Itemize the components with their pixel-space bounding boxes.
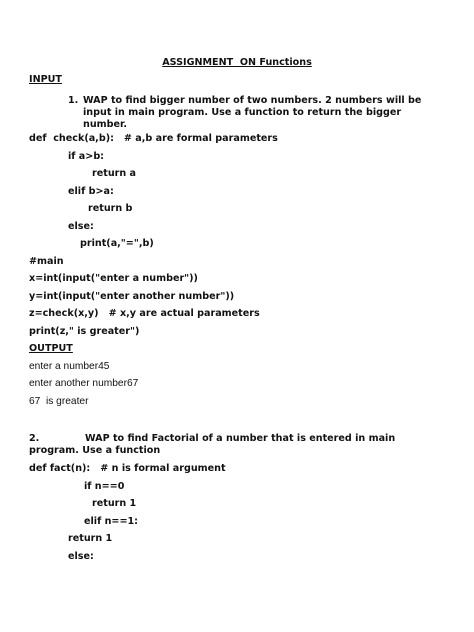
- code1-line: elif b>a:: [68, 186, 114, 197]
- item1-number: 1.: [68, 95, 79, 106]
- code1-line: return a: [92, 168, 137, 179]
- input-heading: INPUT: [29, 74, 62, 85]
- output-heading: OUTPUT: [29, 343, 73, 354]
- code2-line: elif n==1:: [84, 516, 139, 527]
- output-line: 67 is greater: [29, 396, 89, 407]
- code1-line: else:: [68, 221, 94, 232]
- code2-line: def fact(n): # n is formal argument: [29, 463, 226, 474]
- code1-line: print(a,"=",b): [80, 238, 154, 249]
- item2-text: WAP to find Factorial of a number that is entered in main program. Use a function: [29, 433, 396, 456]
- output-line: enter a number45: [29, 361, 110, 372]
- item1-text: WAP to find bigger number of two numbers. 2 numbers will be input in main program. Use a function to return the bigger number.: [83, 95, 422, 130]
- code1-line: x=int(input("enter a number")): [29, 273, 198, 284]
- code1-line: y=int(input("enter another number")): [29, 291, 235, 302]
- output-line: enter another number67: [29, 378, 139, 389]
- item2-number: 2.: [29, 433, 40, 444]
- code2-line: return 1: [68, 533, 113, 544]
- code1-line: z=check(x,y) # x,y are actual parameters: [29, 308, 260, 319]
- code2-line: return 1: [92, 498, 137, 509]
- code1-line: #main: [29, 256, 64, 267]
- code2-line: if n==0: [84, 481, 125, 492]
- code1-line: def check(a,b): # a,b are formal parameters: [29, 133, 278, 144]
- code1-line: print(z," is greater"): [29, 326, 140, 337]
- document-title: ASSIGNMENT ON Functions: [162, 57, 312, 68]
- code1-line: return b: [88, 203, 133, 214]
- code2-line: else:: [68, 551, 94, 562]
- code1-line: if a>b:: [68, 151, 105, 162]
